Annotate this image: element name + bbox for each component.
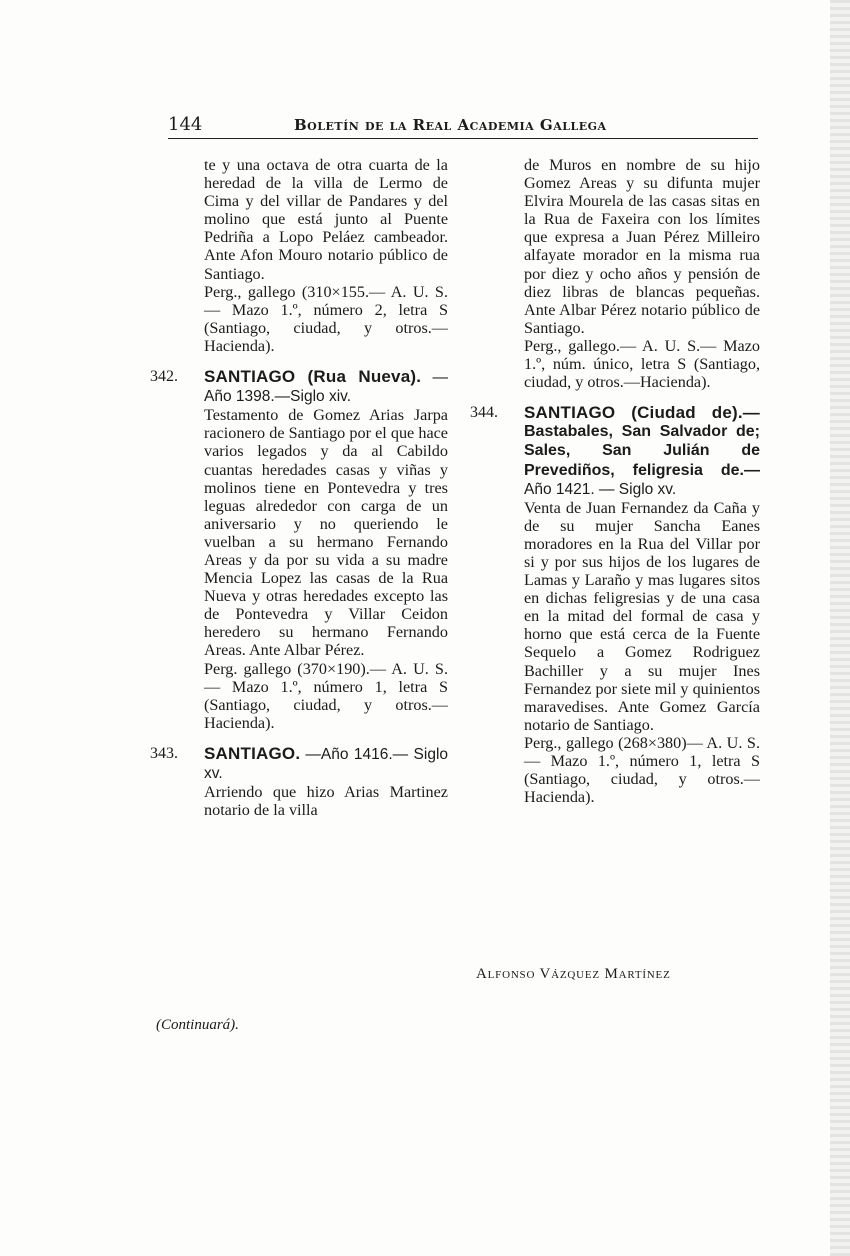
entry-text: Testamento de Gomez Arias Jarpa racionero de Santiago por el que hace varios legados y da al Cabildo cuantas heredades casas y viñas y molinos tiene en Pontevedra y tres leguas alrededor con carga de un aniversario y no queriendo le vuelban a su hermano Fernando Areas y da por su vida a su madre Mencia Lopez las casas de la Rua Nueva y otras heredades excepto las de Pontevedra y Villar Ceidon heredero su hermano Fernando Areas. Ante Albar Pérez.	[204, 406, 448, 660]
journal-title: Boletín de la Real Academia Gallega	[294, 116, 607, 134]
right-column	[470, 156, 760, 806]
continuation-source: Perg., gallego (310×155.— A. U. S. — Mazo 1.º, número 2, letra S (Santiago, ciudad, y otros.—Hacienda).	[204, 282, 448, 355]
entry-text: Arriendo que hizo Arias Martinez notario de la villa	[204, 783, 448, 820]
left-column	[150, 156, 448, 819]
entry-number: 344.	[470, 404, 498, 422]
entry-date: —Año 1416.— Siglo xv.	[204, 745, 449, 782]
continuation-text: te y una octava de otra cuarta de la heredad de la villa de Lermo de Cima y del villar de Pandares y del molino que está junto al Puente Pedriña a Lopo Peláez cambeador. Ante Afon Mouro notario público de Santiago.	[204, 156, 448, 283]
catalog-entry-342	[150, 368, 448, 732]
entry-number: 342.	[150, 368, 178, 386]
entry-source: Perg., gallego (268×380)— A. U. S. — Mazo 1.º, número 1, letra S (Santiago, ciudad, y otros.—Hacienda).	[524, 733, 760, 807]
entry-source: Perg. gallego (370×190).— A. U. S. — Mazo 1.º, número 1, letra S (Santiago, ciudad, y otros.—Hacienda).	[204, 659, 448, 732]
entry-heading: SANTIAGO.	[204, 743, 301, 763]
entry-heading: SANTIAGO (Ciudad de).—	[524, 403, 760, 423]
entry-date: —Año 1398.—Siglo xiv.	[204, 369, 448, 406]
entry-text: Venta de Juan Fernandez da Caña y de su mujer Sancha Eanes moradores en la Rua del Villar por si y por sus hijos de los lugares de Lamas y Laraño y mas lugares sitos en dichas feligresias y de una casa en la mitad del formal de casa y horno que está cerca de la Fuente Sequelo a Gomez Rodriguez Bachiller y a su mujer Ines Fernandez por siete mil y quinientos maravedises. Ante Gomez García notario de Santiago.	[524, 498, 761, 734]
page-header	[168, 112, 758, 139]
scan-edge	[830, 0, 850, 1256]
entry-date: Año 1421. — Siglo xv.	[524, 480, 677, 498]
entry-number: 343.	[150, 744, 178, 762]
entry-subheading: Bastabales, San Salvador de; Sales, San Julián de Prevediños, feligresia de.—	[524, 423, 760, 479]
page-number: 144	[168, 114, 203, 135]
entry-heading: SANTIAGO (Rua Nueva).	[204, 367, 422, 387]
catalog-entry-344	[470, 404, 760, 806]
author-signature: Alfonso Vázquez Martínez	[476, 966, 671, 982]
catalog-entry-343	[150, 745, 448, 819]
continuation-text: de Muros en nombre de su hijo Gomez Areas y su difunta mujer Elvira Mourela de las casas sitas en la Rua de Faxeira con los límites que expresa a Juan Pérez Milleiro alfayate morador en la misma rua por diez y ocho años y pensión de diez libras de blancas pequeñas. Ante Albar Pérez notario público de Santiago.	[524, 156, 760, 337]
continued-note: (Continuará).	[156, 1017, 239, 1033]
continuation-source: Perg., gallego.— A. U. S.— Mazo 1.º, núm. único, letra S (Santiago, ciudad, y otros.—Hacienda).	[524, 336, 760, 392]
